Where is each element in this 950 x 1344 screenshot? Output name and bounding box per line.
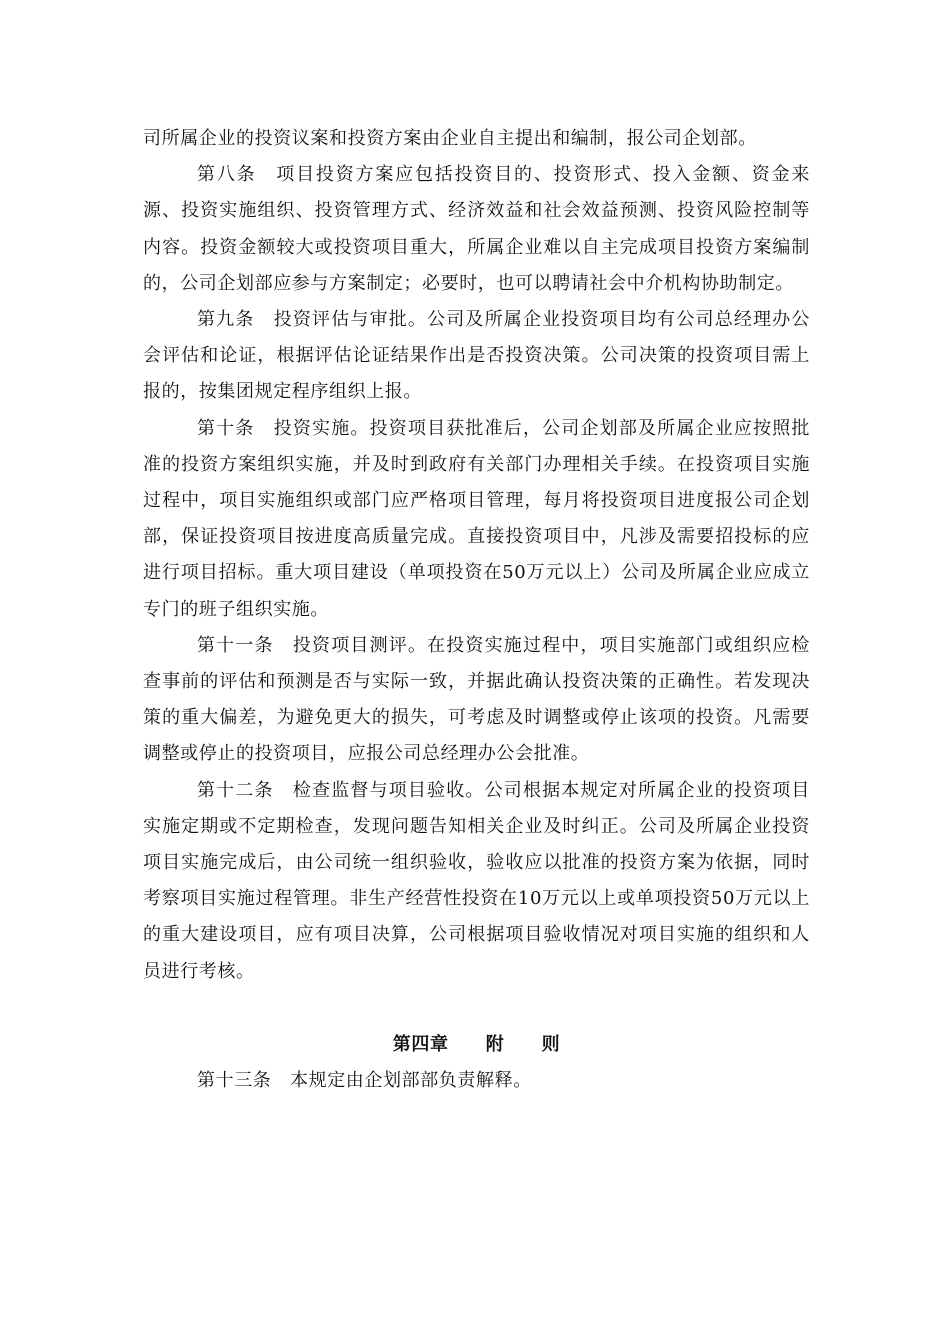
article-8: 第八条 项目投资方案应包括投资目的、投资形式、投入金额、资金来源、投资实施组织、投资管理方式、经济效益和社会效益预测、投资风险控制等内容。投资金额较大或投资项目重大，所属企业难以自主完成项目投资方案编制的，公司企划部应参与方案制定；必要时，也可以聘请社会中介机构协助制定。 [143, 164, 810, 294]
article-13: 第十三条 本规定由企划部部负责解释。 [197, 1069, 532, 1091]
document-body [143, 121, 810, 1099]
article-11: 第十一条 投资项目测评。在投资实施过程中，项目实施部门或组织应检查事前的评估和预测是否与实际一致，并据此确认投资决策的正确性。若发现决策的重大偏差，为避免更大的损失，可考虑及时调整或停止该项的投资。凡需要调整或停止的投资项目，应报公司总经理办公会批准。 [143, 634, 810, 765]
article-12: 第十二条 检查监督与项目验收。公司根据本规定对所属企业的投资项目实施定期或不定期检查，发现问题告知相关企业及时纠正。公司及所属企业投资项目实施完成后，由公司统一组织验收，验收应以批准的投资方案为依据，同时考察项目实施过程管理。非生产经营性投资在10万元以上或单项投资50万元以上的重大建设项目，应有项目决算，公司根据项目验收情况对项目实施的组织和人员进行考核。 [143, 779, 810, 982]
chapter-title: 第四章 附 则 [392, 1033, 561, 1055]
article-10: 第十条 投资实施。投资项目获批准后，公司企划部及所属企业应按照批准的投资方案组织实施，并及时到政府有关部门办理相关手续。在投资项目实施过程中，项目实施组织或部门应严格项目管理，每月将投资项目进度报公司企划部，保证投资项目按进度高质量完成。直接投资项目中，凡涉及需要招投标的应进行项目招标。重大项目建设（单项投资在50万元以上）公司及所属企业应成立专门的班子组织实施。 [143, 417, 810, 620]
article-9: 第九条 投资评估与审批。公司及所属企业投资项目均有公司总经理办公会评估和论证，根据评估论证结果作出是否投资决策。公司决策的投资项目需上报的，按集团规定程序组织上报。 [143, 309, 810, 403]
paragraph-continuation: 司所属企业的投资议案和投资方案由企业自主提出和编制，报公司企划部。 [143, 128, 757, 149]
